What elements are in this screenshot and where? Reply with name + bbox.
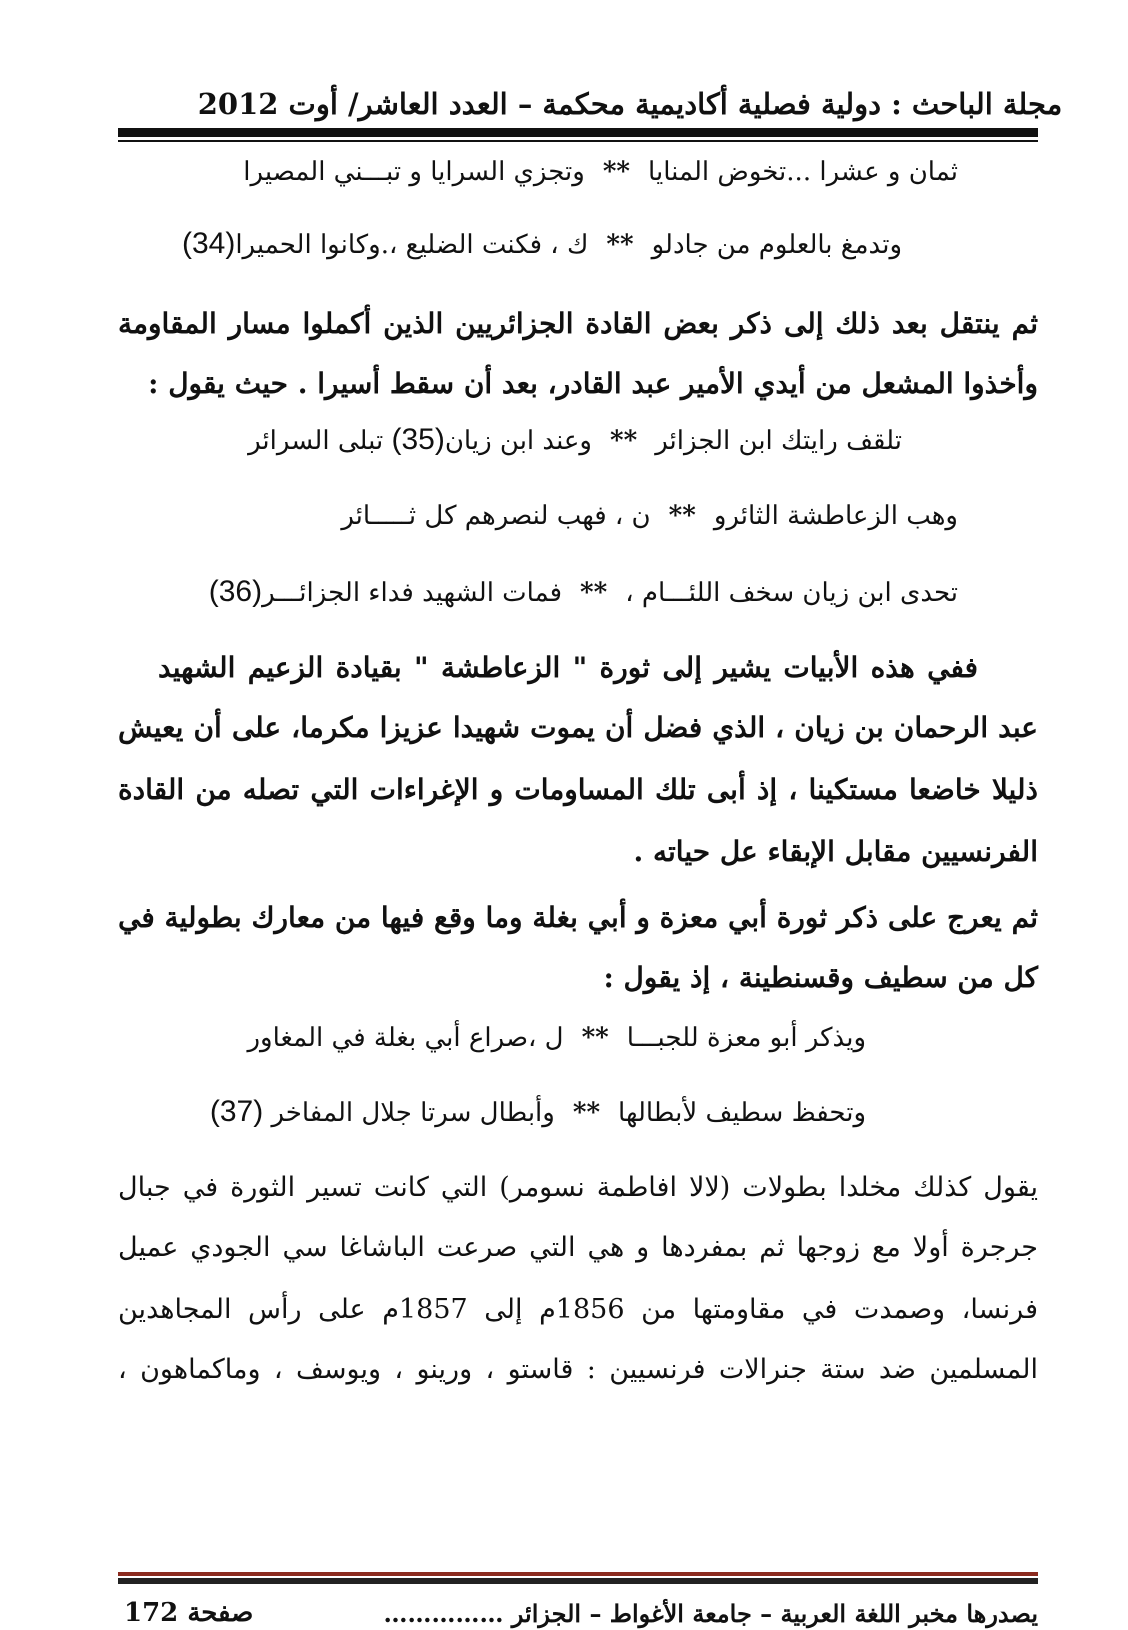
paragraph-line: ثم ينتقل بعد ذلك إلى ذكر بعض القادة الجزائريين الذين أكملوا مسار المقاومة bbox=[118, 307, 1038, 340]
header-rule-thick bbox=[118, 128, 1038, 137]
verse-separator: ** bbox=[606, 230, 634, 260]
footer-publisher: يصدرها مخبر اللغة العربية – جامعة الأغواط – الجزائر …………… bbox=[383, 1599, 1038, 1628]
paragraph-line: جرجرة أولا مع زوجها ثم بمفردها و هي التي صرعت الباشاغا سي الجودي عميل bbox=[118, 1232, 1038, 1263]
page-number: صفحة 172 bbox=[124, 1598, 254, 1628]
verse-line bbox=[210, 1088, 866, 1137]
verse-hemistich: وتدمغ بالعلوم من جادلو bbox=[651, 230, 902, 260]
verse-hemistich: فمات الشهيد فداء الجزائـــر bbox=[262, 578, 563, 608]
paragraph-line: عبد الرحمان بن زيان ، الذي فضل أن يموت شهيدا عزيزا مكرما، على أن يعيش bbox=[118, 711, 1038, 744]
verse-hemistich: تحدى ابن زيان سخف اللئـــام ، bbox=[625, 578, 958, 608]
verse-separator: ** bbox=[602, 157, 631, 187]
verse-line bbox=[248, 1014, 867, 1062]
paragraph-line: ثم يعرج على ذكر ثورة أبي معزة و أبي بغلة وما وقع فيها من معارك بطولية في bbox=[118, 901, 1038, 934]
paragraph-line: وأخذوا المشعل من أيدي الأمير عبد القادر، بعد أن سقط أسيرا . حيث يقول : bbox=[148, 367, 1038, 400]
verse-hemistich: تلقف رايتك ابن الجزائر bbox=[655, 426, 902, 456]
verse-hemistich: ك ، فكنت الضليع ،.وكانوا الحميرا bbox=[235, 230, 589, 260]
paragraph-line: المسلمين ضد ستة جنرالات فرنسيين : قاستو ، ورينو ، ويوسف ، وماكماهون ، bbox=[118, 1354, 1038, 1385]
footnote-ref: (34) bbox=[181, 227, 236, 260]
footer-rule-accent bbox=[118, 1572, 1038, 1576]
footer-rule bbox=[118, 1578, 1038, 1584]
verse-hemistich: ل ،صراع أبي بغلة في المغاور bbox=[247, 1023, 564, 1053]
paragraph-line: فرنسا، وصمدت في مقاومتها من 1856م إلى 1857م على رأس المجاهدين bbox=[118, 1294, 1038, 1325]
verse-hemistich: وهب الزعاطشة الثائرو bbox=[713, 501, 958, 531]
journal-header-title: مجلة الباحث : دولية فصلية أكاديمية محكمة – العدد العاشر/ أوت 2012 bbox=[197, 87, 1063, 121]
verse-hemistich: وعند ابن زيان bbox=[444, 426, 592, 456]
verse-line bbox=[243, 148, 958, 196]
paragraph-line: الفرنسيين مقابل الإبقاء عل حياته . bbox=[633, 835, 1038, 868]
verse-line bbox=[182, 220, 902, 269]
verse-hemistich: وتجزي السرايا و تبـــني المصيرا bbox=[243, 157, 585, 187]
verse-hemistich: وتحفظ سطيف لأبطالها bbox=[618, 1098, 866, 1128]
verse-line bbox=[209, 568, 958, 617]
verse-separator: ** bbox=[609, 426, 638, 456]
verse-hemistich: وأبطال سرتا جلال المفاخر bbox=[271, 1098, 555, 1128]
verse-line bbox=[248, 416, 902, 465]
verse-line bbox=[341, 492, 958, 540]
paragraph-line: يقول كذلك مخلدا بطولات (لالا افاطمة نسومر) التي كانت تسير الثورة في جبال bbox=[118, 1172, 1038, 1203]
verse-hemistich: تبلى السرائر bbox=[248, 426, 384, 456]
verse-hemistich: ن ، فهب لنصرهم كل ثـــــائر bbox=[341, 501, 651, 531]
verse-hemistich: ثمان و عشرا ...تخوض المنايا bbox=[648, 157, 958, 187]
verse-separator: ** bbox=[572, 1098, 601, 1128]
footnote-ref: (36) bbox=[208, 575, 263, 608]
verse-separator: ** bbox=[668, 501, 696, 531]
header-rule-thin bbox=[118, 140, 1038, 142]
paragraph-line: كل من سطيف وقسنطينة ، إذ يقول : bbox=[603, 961, 1038, 994]
verse-separator: ** bbox=[580, 578, 608, 608]
verse-separator: ** bbox=[581, 1023, 609, 1053]
footnote-ref: (35) bbox=[391, 423, 445, 456]
paragraph-line: ذليلا خاضعا مستكينا ، إذ أبى تلك المساومات و الإغراءات التي تصله من القادة bbox=[118, 773, 1038, 806]
paragraph-line: ففي هذه الأبيات يشير إلى ثورة " الزعاطشة " بقيادة الزعيم الشهيد bbox=[158, 651, 978, 684]
footnote-ref: (37) bbox=[209, 1095, 264, 1128]
verse-hemistich: ويذكر أبو معزة للجبـــا bbox=[626, 1023, 866, 1053]
